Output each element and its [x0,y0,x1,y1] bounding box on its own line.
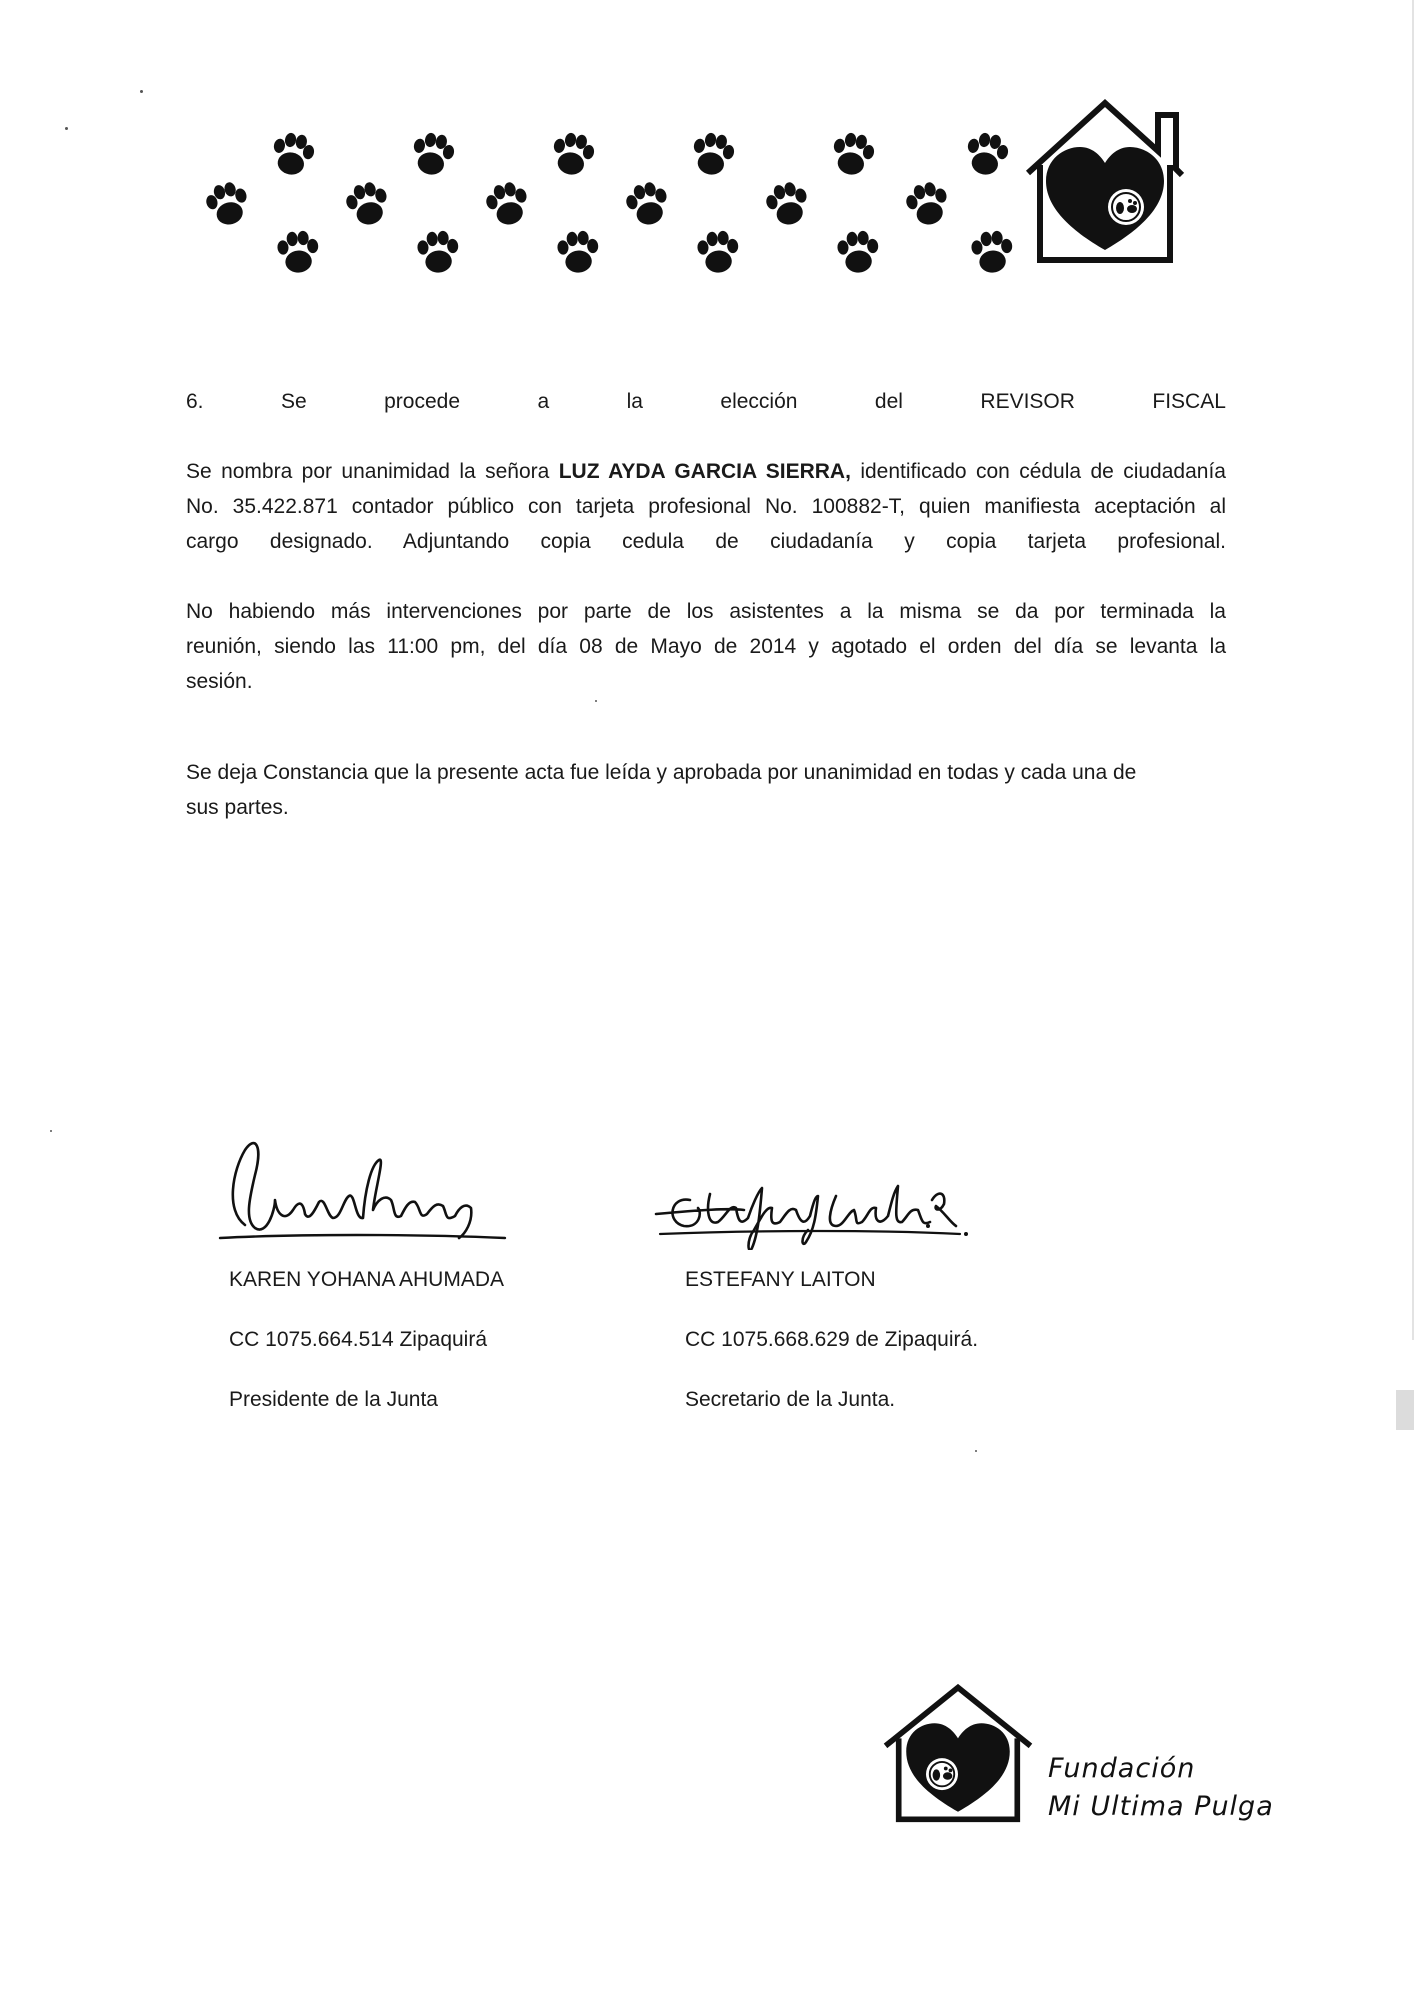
item-6-word: REVISOR [980,390,1075,413]
signer-id: CC 1075.668.629 de Zipaquirá. [685,1328,979,1351]
paragraph-line: cargo designado. Adjuntando copia cedula de ciudadanía y copia tarjeta profesional. [186,530,1226,553]
item-6-heading [186,384,1226,419]
item-6-word: la [626,390,643,413]
foundation-name-line1: Fundación [1048,1753,1196,1784]
signer-name: ESTEFANY LAITON [685,1268,876,1291]
paragraph-line: sesión. [186,670,253,693]
house-heart-paw-logo [878,1680,1038,1840]
closing-paragraph [186,594,1226,699]
paragraph-text: Se nombra por unanimidad la señora [186,460,559,483]
paragraph-text: identificado con cédula de ciudadanía [850,460,1226,483]
signature-secretary [640,1130,980,1250]
foundation-name-line2: Mi Ultima Pulga [1048,1791,1274,1822]
header-banner [190,95,1210,305]
item-6-word: elección [720,390,798,413]
item-6-word: Se [280,390,307,413]
scan-speck [65,127,68,130]
item-6-word: FISCAL [1152,390,1226,413]
paw-print-icon [203,130,1015,274]
scan-speck [140,90,143,93]
paragraph-line: No habiendo más intervenciones por parte de los asistentes a la misma se da por terminada la [186,600,1226,623]
signer-role: Secretario de la Junta. [685,1388,896,1411]
appointment-paragraph [186,454,1226,559]
approval-paragraph [186,755,1226,825]
item-6-word: del [874,390,903,413]
scan-edge-tab [1396,1390,1414,1430]
signer-role: Presidente de la Junta [229,1388,438,1411]
signature-block-secretary [640,1130,980,1430]
scan-speck [595,700,597,702]
paragraph-line: reunión, siendo las 11:00 pm, del día 08 de Mayo de 2014 y agotado el orden del día se levanta la [186,635,1226,658]
signature-president [215,1130,515,1250]
paragraph-line: No. 35.422.871 contador público con tarjeta profesional No. 100882-T, quien manifiesta aceptación al [186,495,1226,518]
signer-id: CC 1075.664.514 Zipaquirá [229,1328,488,1351]
paw-prints-icon [190,95,1020,305]
foundation-logo [878,1680,1338,1840]
scan-speck [975,1450,977,1452]
item-6-word: procede [384,390,460,413]
paragraph-line: sus partes. [186,796,289,819]
foundation-name [1048,1750,1274,1826]
signer-details [229,1250,515,1430]
paragraph-line: Se deja Constancia que la presente acta fue leída y aprobada por unanimidad en todas y cada una de [186,761,1137,784]
signer-details [685,1250,980,1430]
house-heart-paw-logo [1020,95,1190,265]
appointee-name: LUZ AYDA GARCIA SIERRA, [558,460,851,483]
item-6-word: a [537,390,550,413]
item-6-word: 6. [186,390,204,413]
scan-speck [50,1130,52,1132]
paragraph-line [186,454,1226,489]
signer-name: KAREN YOHANA AHUMADA [229,1268,505,1291]
signature-block-president [215,1130,515,1430]
